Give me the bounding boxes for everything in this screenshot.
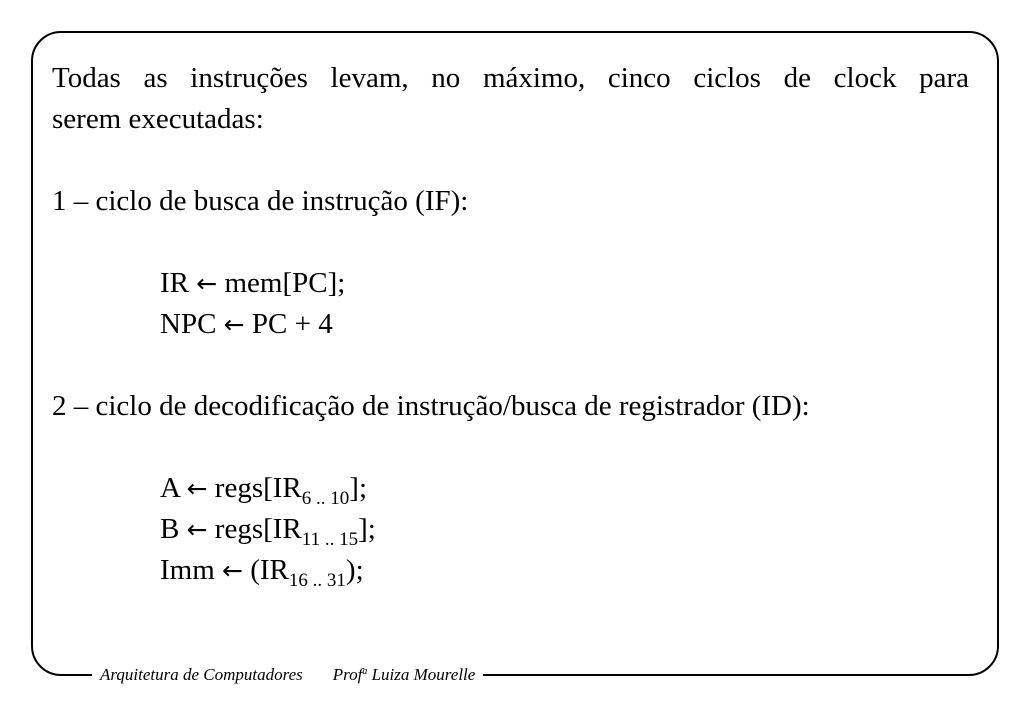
cycle2-statement-b bbox=[52, 509, 972, 550]
left-arrow-icon: ← bbox=[196, 269, 218, 298]
footer-prof-name: Luiza Mourelle bbox=[371, 665, 476, 684]
stmt-rhs-pre: regs[IR bbox=[214, 513, 302, 545]
stmt-lhs: A bbox=[160, 472, 180, 504]
stmt-subscript: 16 .. 31 bbox=[288, 570, 346, 591]
stmt-rhs-pre: (IR bbox=[250, 554, 289, 586]
stmt-rhs-pre: regs[IR bbox=[214, 472, 302, 504]
intro-line-1: Todas as instruções levam, no máximo, cinco ciclos de clock para bbox=[52, 62, 969, 94]
cycle2-heading: 2 – ciclo de decodificação de instrução/busca de registrador (ID): bbox=[52, 390, 810, 422]
left-arrow-icon: ← bbox=[186, 515, 208, 544]
stmt-subscript: 6 .. 10 bbox=[301, 488, 350, 509]
stmt-rhs-post: ]; bbox=[358, 513, 376, 545]
slide-footer bbox=[92, 660, 483, 690]
cycle1-heading: 1 – ciclo de busca de instrução (IF): bbox=[52, 185, 469, 217]
slide-content bbox=[52, 58, 972, 591]
left-arrow-icon: ← bbox=[223, 310, 245, 339]
stmt-lhs: NPC bbox=[160, 308, 217, 340]
cycle1-statement-ir bbox=[52, 263, 972, 304]
stmt-lhs: IR bbox=[160, 267, 189, 299]
stmt-rhs-post: ]; bbox=[349, 472, 367, 504]
cycle2-statement-imm bbox=[52, 550, 972, 591]
footer-prof-prefix: Prof bbox=[332, 665, 363, 684]
stmt-subscript: 11 .. 15 bbox=[301, 529, 359, 550]
cycle2-statement-a bbox=[52, 468, 972, 509]
stmt-rhs-post: ); bbox=[345, 554, 364, 586]
footer-course: Arquitetura de Computadores bbox=[100, 665, 303, 684]
cycle1-statement-npc bbox=[52, 304, 972, 345]
left-arrow-icon: ← bbox=[222, 556, 243, 585]
stmt-rhs: mem[PC]; bbox=[224, 267, 346, 299]
stmt-rhs: PC + 4 bbox=[251, 308, 333, 340]
stmt-lhs: B bbox=[160, 513, 180, 545]
intro-line-2: serem executadas: bbox=[52, 103, 264, 135]
left-arrow-icon: ← bbox=[186, 474, 208, 503]
footer-prof-sup: a bbox=[362, 666, 368, 677]
stmt-lhs: Imm bbox=[160, 554, 215, 586]
